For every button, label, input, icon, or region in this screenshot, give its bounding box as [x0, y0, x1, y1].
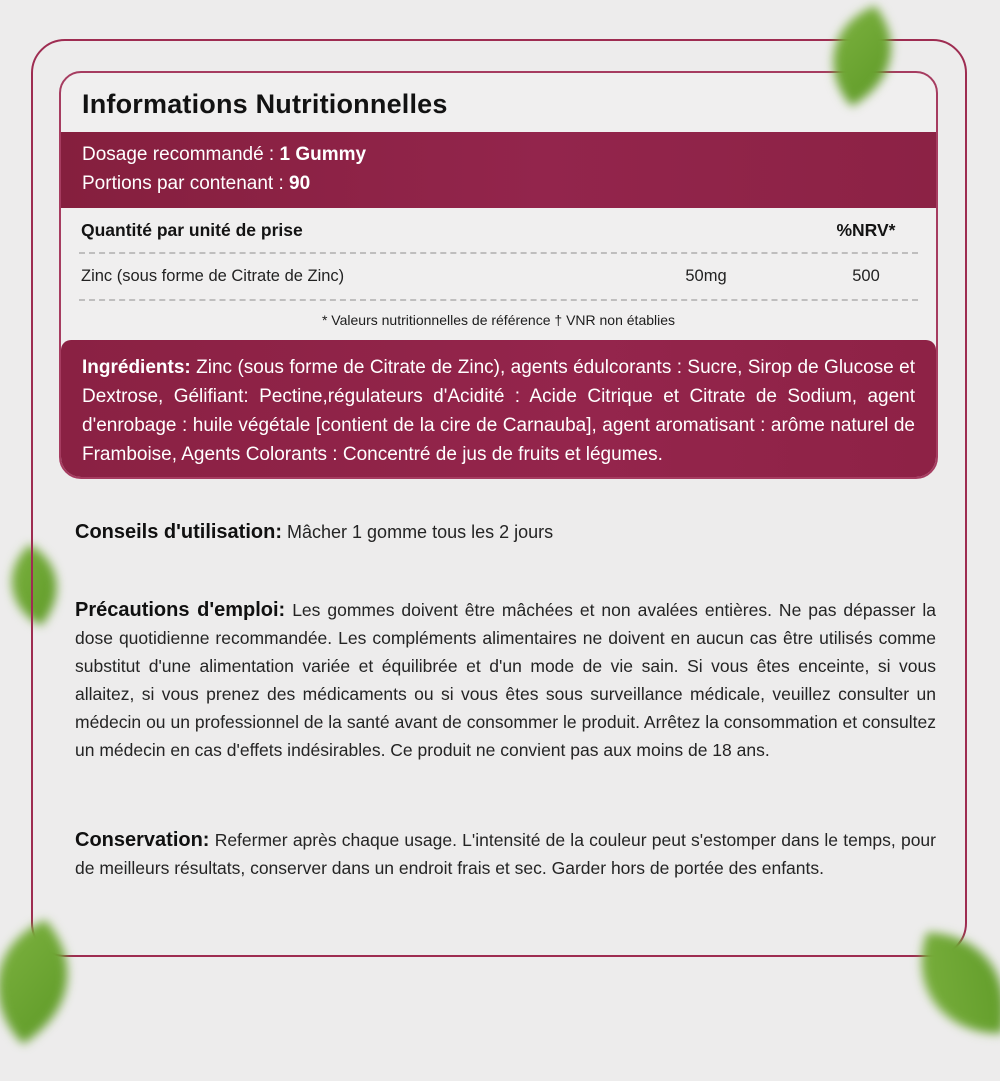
section-precautions — [75, 596, 936, 764]
page-title: Informations Nutritionnelles — [82, 89, 448, 119]
storage-text: Refermer après chaque usage. L'intensité de la couleur peut s'estomper dans le temps, pour de meilleurs résultats, conserver dans un endroit frais et sec. Garder hors de portée des enfants. — [75, 830, 936, 878]
nutrition-table — [61, 208, 936, 340]
storage-label: Conservation: — [75, 829, 210, 851]
ingredients-box — [61, 340, 936, 479]
header-quantity: Quantité par unité de prise — [81, 220, 303, 240]
table-header-row — [77, 208, 920, 252]
section-storage — [75, 826, 936, 882]
dosage-value: 1 Gummy — [279, 144, 367, 165]
leaf-icon — [866, 891, 1000, 1081]
leaf-icon — [0, 537, 71, 635]
nutrition-facts-card — [59, 71, 938, 479]
header-nrv: %NRV* — [836, 220, 896, 240]
nutrient-nrv: 500 — [852, 267, 880, 285]
dosage-banner — [61, 132, 936, 208]
ingredients-text: Zinc (sous forme de Citrate de Zinc), agents édulcorants : Sucre, Sirop de Glucose et Dextrose, Gélifiant: Pectine,régulateurs d'Acidité : Acide Citrique et Citrate de Sodium, agent d'enrobage : huile végétale [contient de la cire de Carnauba], agent aromatisant : arôme naturel de Framboise, Agents Colorants : Concentré de jus de fruits et légumes. — [82, 357, 916, 465]
nutrient-amount: 50mg — [685, 267, 727, 285]
dosage-label: Dosage recommandé : — [82, 144, 275, 165]
nutrient-name: Zinc (sous forme de Citrate de Zinc) — [81, 267, 345, 285]
table-row — [77, 254, 920, 299]
leaf-icon — [0, 907, 95, 1058]
usage-advice-text: Mâcher 1 gomme tous les 2 jours — [287, 522, 554, 542]
precautions-label: Précautions d'emploi: — [75, 599, 286, 621]
dosage-line — [82, 140, 915, 169]
precautions-text: Les gommes doivent être mâchées et non avalées entières. Ne pas dépasser la dose quotidienne recommandée. Les compléments alimentaires ne doivent en aucun cas être utilisés comme substitut d'une alimentation variée et équilibrée et d'un mode de vie sain. Si vous êtes enceinte, si vous allaitez, si vous prenez des médicaments ou si vous êtes sous surveillance médicale, veuillez consulter un médecin ou un professionnel de la santé avant de consommer le produit. Arrêtez la consommation et consultez un médecin en cas d'effets indésirables. Ce produit ne convient pas aux moins de 18 ans. — [75, 600, 936, 760]
portions-label: Portions par contenant : — [82, 173, 284, 194]
ingredients-label: Ingrédients: — [82, 357, 191, 378]
portions-value: 90 — [289, 173, 311, 194]
section-usage-advice — [75, 521, 936, 544]
portions-line — [82, 169, 915, 198]
table-footnote: * Valeurs nutritionnelles de référence † VNR non établies — [321, 312, 676, 328]
usage-advice-label: Conseils d'utilisation: — [75, 521, 282, 543]
